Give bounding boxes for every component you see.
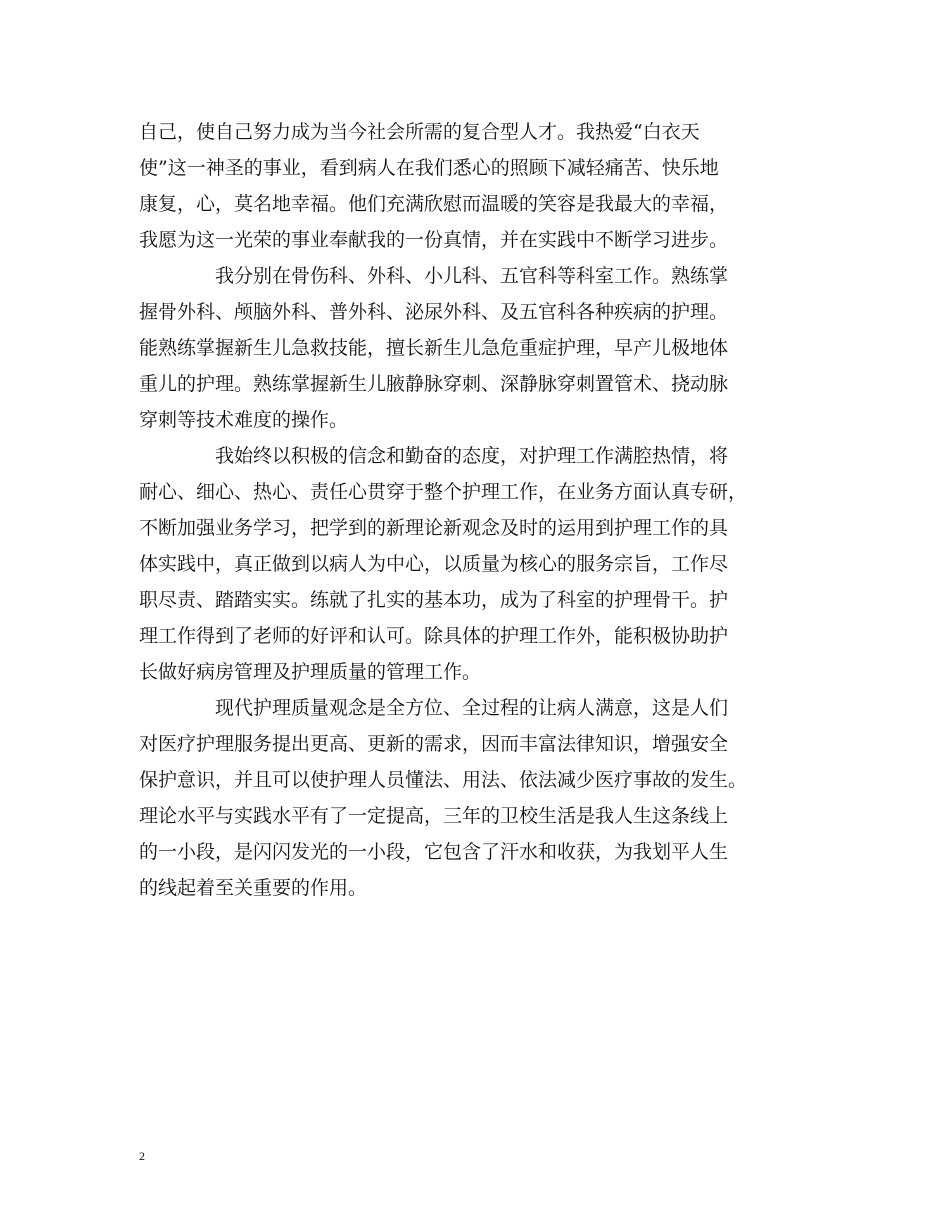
text-line: 能熟练掌握新生儿急救技能，擅长新生儿急危重症护理，早产儿极地体: [139, 337, 729, 359]
page-number: 2: [139, 1149, 145, 1163]
text-line: 长做好病房管理及护理质量的管理工作。: [139, 661, 482, 683]
text-line: 使”这一神圣的事业，看到病人在我们悉心的照顾下减轻痛苦、快乐地: [139, 157, 719, 179]
text-line: 的线起着至关重要的作用。: [139, 877, 368, 899]
document-body: [139, 114, 839, 906]
text-line: 理论水平与实践水平有了一定提高，三年的卫校生活是我人生这条线上: [139, 805, 729, 827]
paragraph-1: [139, 114, 839, 258]
paragraph-3: [139, 438, 839, 690]
text-line: 自己，使自己努力成为当今社会所需的复合型人才。我热爱“白衣天: [139, 121, 700, 143]
text-line: 穿刺等技术难度的操作。: [139, 409, 349, 431]
text-line: 对医疗护理服务提出更高、更新的需求，因而丰富法律知识，增强安全: [139, 733, 729, 755]
text-line: 的一小段，是闪闪发光的一小段，它包含了汗水和收获，为我划平人生: [139, 841, 729, 863]
text-line: 握骨外科、颅脑外科、普外科、泌尿外科、及五官科各种疾病的护理。: [139, 301, 729, 323]
text-line: 体实践中，真正做到以病人为中心，以质量为核心的服务宗旨，工作尽: [139, 553, 729, 575]
text-line: 耐心、细心、热心、责任心贯穿于整个护理工作，在业务方面认真专研，: [139, 481, 748, 503]
paragraph-2: [139, 258, 839, 438]
text-line: 重儿的护理。熟练掌握新生儿腋静脉穿刺、深静脉穿刺置管术、挠动脉: [139, 373, 729, 395]
text-line: 理工作得到了老师的好评和认可。除具体的护理工作外，能积极协助护: [139, 625, 729, 647]
text-line: 现代护理质量观念是全方位、全过程的让病人满意，这是人们: [215, 697, 729, 719]
paragraph-4: [139, 690, 839, 906]
text-line: 我愿为这一光荣的事业奉献我的一份真情，并在实践中不断学习进步。: [139, 229, 729, 251]
text-line: 保护意识，并且可以使护理人员懂法、用法、依法减少医疗事故的发生。: [139, 769, 748, 791]
text-line: 不断加强业务学习，把学到的新理论新观念及时的运用到护理工作的具: [139, 517, 729, 539]
text-line: 我始终以积极的信念和勤奋的态度，对护理工作满腔热情，将: [215, 445, 729, 467]
text-line: 康复，心，莫名地幸福。他们充满欣慰而温暖的笑容是我最大的幸福，: [139, 193, 729, 215]
text-line: 职尽责、踏踏实实。练就了扎实的基本功，成为了科室的护理骨干。护: [139, 589, 729, 611]
text-line: 我分别在骨伤科、外科、小儿科、五官科等科室工作。熟练掌: [215, 265, 729, 287]
